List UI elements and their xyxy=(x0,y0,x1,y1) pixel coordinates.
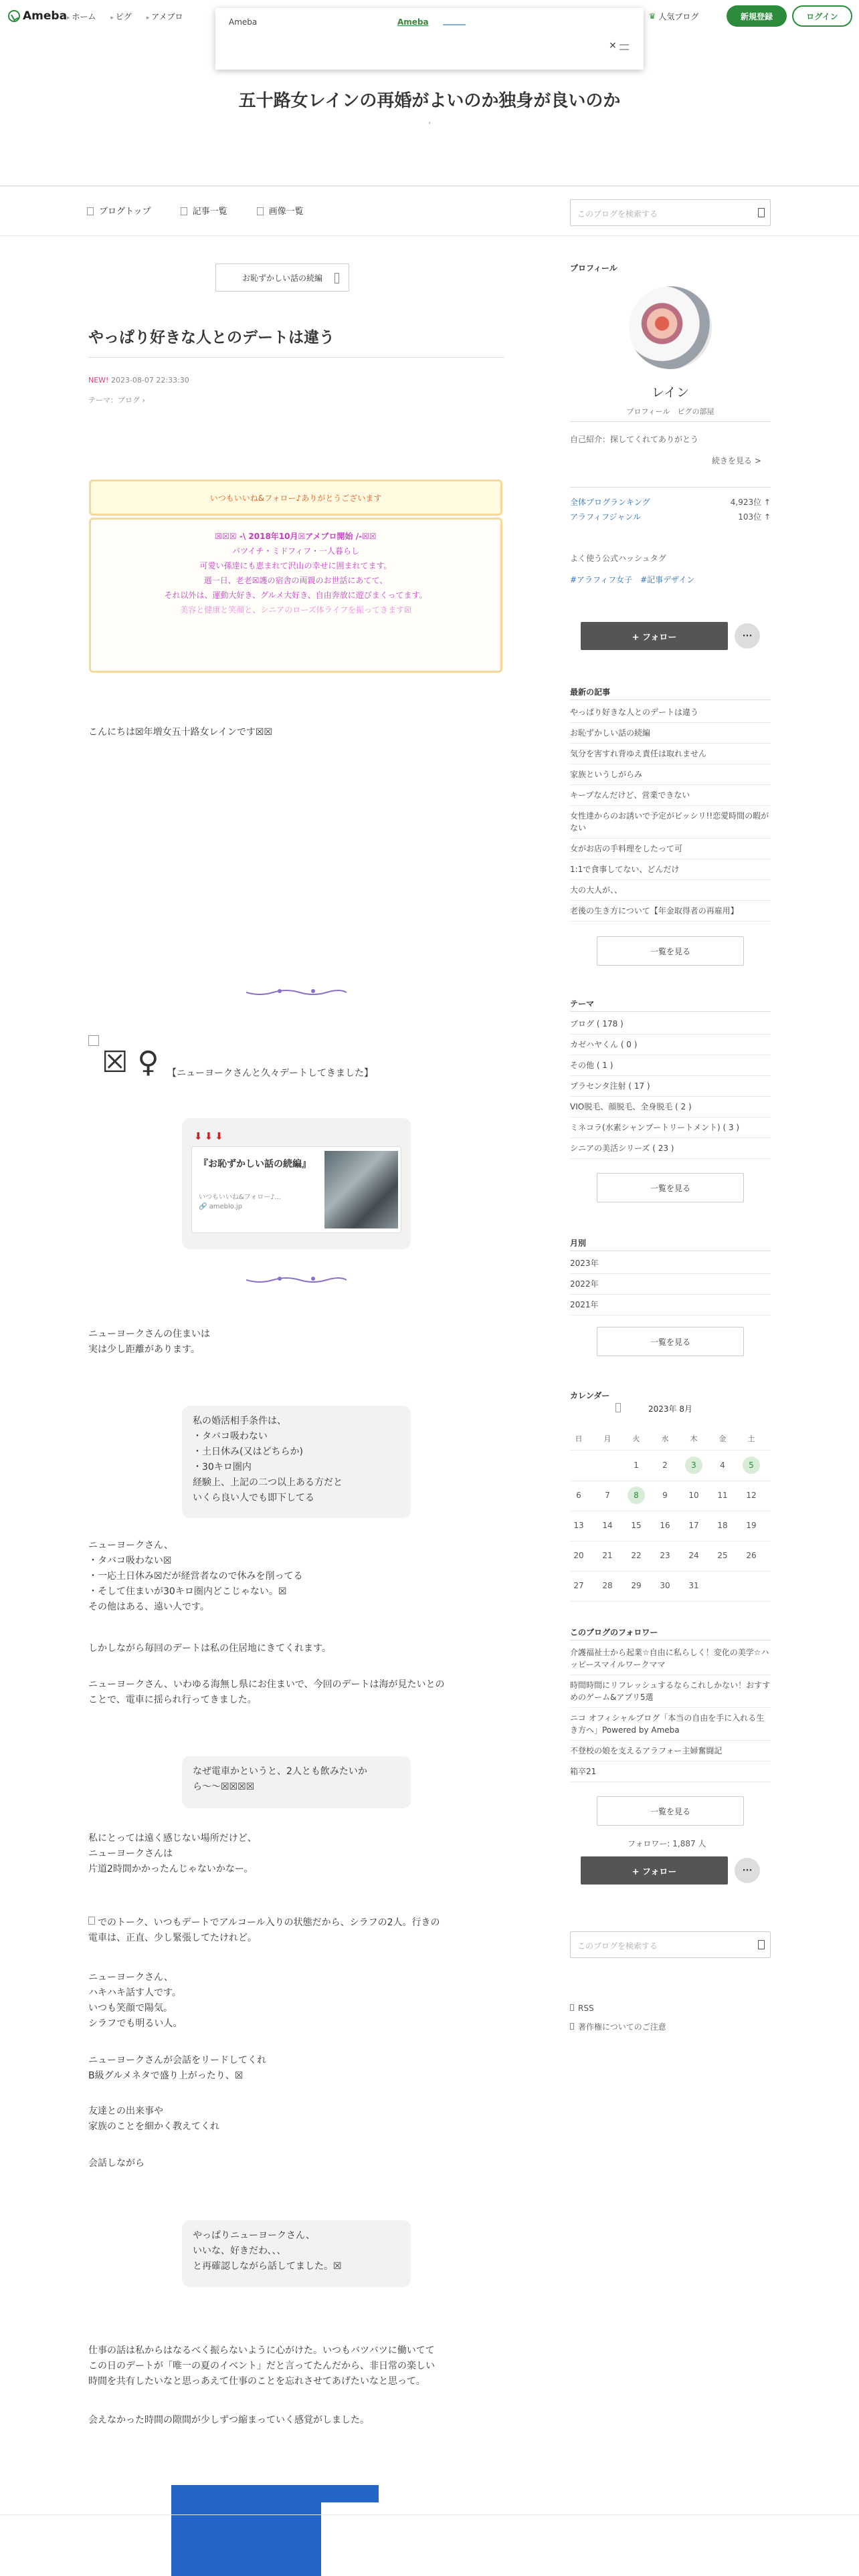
nav-entry-list[interactable] xyxy=(181,204,227,217)
ranking-label: 人気ブログ xyxy=(658,11,699,21)
arrow-icons: ⬇⬇⬇ xyxy=(194,1130,225,1142)
global-nav xyxy=(67,11,183,22)
calendar-day: 27 xyxy=(573,1581,584,1590)
rank-overall[interactable] xyxy=(570,496,771,508)
link-card-thumbnail xyxy=(324,1151,398,1228)
photo-detail xyxy=(314,2502,379,2576)
theme-item[interactable]: シニアの美活シリーズ ( 23 ) xyxy=(570,1138,771,1159)
profile-heading: プロフィール xyxy=(570,263,617,273)
intro-line: 週一日、老老☒護の宿舎の両親のお世話にあてて、 xyxy=(203,576,388,585)
recent-item[interactable]: 大の大人が、、 xyxy=(570,880,771,901)
paragraph xyxy=(88,1327,210,1358)
wave-divider xyxy=(246,1275,347,1284)
home-icon xyxy=(87,207,94,215)
text-line: ニューヨークさん、いわゆる海無し県にお住まいで、今回のデートは海が見たいとの xyxy=(88,1679,445,1690)
intro-line: それ以外は、運動大好き、グルメ大好き、自由奔放に遊びまくってます。 xyxy=(164,591,427,600)
follower-item[interactable]: 時間時間にリフレッシュするならこれしかない！おすすめのゲーム&アプリ5選 xyxy=(570,1675,771,1708)
calendar-caption: 2023年 8月 xyxy=(648,1404,692,1414)
hashtag-link[interactable]: #アラフィフ女子 xyxy=(570,575,633,584)
calendar-day[interactable]: 3 xyxy=(685,1457,702,1474)
image-icon xyxy=(257,207,264,215)
text-line: いいな、好きだわ、、、 xyxy=(193,2246,286,2256)
theme-link[interactable]: ブログ xyxy=(118,396,140,405)
crown-icon: ♛ xyxy=(648,11,656,21)
paragraph: 会えなかった時間の隙間が少しずつ縮まっていく感覚がしました。 xyxy=(88,2415,369,2426)
text-line: 電車は、正直、少し緊張してたけれど。 xyxy=(88,1933,257,1943)
recent-item[interactable]: 家族というしがらみ xyxy=(570,764,771,785)
theme-item[interactable]: その他 ( 1 ) xyxy=(570,1055,771,1076)
text-line: B級グルメネタで盛り上がったり、☒ xyxy=(88,2070,244,2081)
text-line: ニューヨークさん、 xyxy=(88,1972,173,1983)
more-button[interactable]: ··· xyxy=(735,1858,760,1883)
intro-line: バツイチ・ミドフィフ・一人暮らし xyxy=(231,546,360,556)
text-line: ・一応土日休み☒だが経営者なので休みを削ってる xyxy=(88,1571,303,1582)
theme-heading: テーマ xyxy=(570,999,595,1008)
close-icon[interactable]: × xyxy=(609,40,617,51)
rss-icon xyxy=(570,2004,574,2011)
paragraph xyxy=(88,2104,219,2135)
nav-image-list-label: 画像一覧 xyxy=(268,207,304,217)
theme-label: テーマ： xyxy=(88,396,118,405)
calendar-day: 2 xyxy=(662,1461,668,1470)
blog-nav xyxy=(87,204,304,217)
recent-item[interactable]: お恥ずかしい話の続編 xyxy=(570,723,771,744)
text-line: ニューヨークさんは xyxy=(88,1848,173,1859)
calendar-day: 16 xyxy=(660,1521,670,1530)
avatar[interactable] xyxy=(629,286,712,369)
sidebar-search-input[interactable] xyxy=(570,1931,771,1958)
speech-balloon xyxy=(182,1406,411,1518)
nav-home[interactable]: ▸ ホーム xyxy=(67,11,96,22)
speech-balloon xyxy=(182,2220,411,2287)
ameba-popup xyxy=(215,8,644,70)
calendar-day: 20 xyxy=(573,1551,584,1560)
popup-underline xyxy=(443,24,466,25)
paragraph: しかしながら毎回のデートは私の住居地にきてくれます。 xyxy=(88,1643,331,1654)
search-placeholder: このブログを検索する xyxy=(577,1941,658,1951)
calendar-day: 24 xyxy=(688,1551,699,1560)
paragraph xyxy=(88,1538,303,1615)
broken-image-icon xyxy=(88,1917,95,1925)
theme-item[interactable]: VIO脱毛、顔脱毛、全身脱毛 ( 2 ) xyxy=(570,1097,771,1117)
calendar-day: 30 xyxy=(660,1581,670,1590)
popup-link[interactable]: Ameba xyxy=(397,17,429,27)
speech-balloon xyxy=(182,1756,411,1808)
divider xyxy=(0,185,859,187)
recent-item[interactable]: 女性達からのお誘いで予定がビッシリ!!恋愛時間の暇がない xyxy=(570,806,771,839)
link-card-site xyxy=(199,1203,242,1210)
month-see-all-button[interactable]: 一覧を見る xyxy=(597,1327,744,1356)
calendar-day: 10 xyxy=(688,1491,699,1500)
profile-intro: 自己紹介：探してくれてありがとう xyxy=(570,435,699,444)
nav-blog-top-label: ブログトップ xyxy=(99,207,151,217)
paragraph: 会話しながら xyxy=(88,2158,145,2169)
hashtag-heading: よく使う公式ハッシュタグ xyxy=(570,554,666,563)
recent-item[interactable]: 気分を害すれ背ゆえ責任は取れません xyxy=(570,744,771,764)
follower-item[interactable]: 介護福祉士から起業☆自由に私らしく！変化の美学☆ハッピースマイルワークママ xyxy=(570,1642,771,1675)
popup-title: Ameba xyxy=(229,17,258,27)
rank-label: 全体ブログランキング xyxy=(570,498,650,507)
text-line: ハキハキ話す人です。 xyxy=(88,1988,181,1998)
text-line: ・そして住まいが30キロ圏内どこじゃない。☒ xyxy=(88,1586,287,1597)
text-line: 片道2時間かかったんじゃないかなー。 xyxy=(88,1864,254,1874)
paragraph xyxy=(88,2053,266,2084)
ranking-link[interactable] xyxy=(644,5,704,27)
paragraph xyxy=(88,1970,182,2032)
calendar-day: 11 xyxy=(717,1491,728,1500)
copyright-icon xyxy=(570,2023,574,2030)
calendar-day: 26 xyxy=(746,1551,757,1560)
nav-pigg[interactable]: ▸ ピグ xyxy=(110,11,131,22)
rank-value: 103位 ↑ xyxy=(738,512,771,522)
recent-heading: 最新の記事 xyxy=(570,687,611,697)
blog-search-input[interactable] xyxy=(570,199,771,226)
calendar-day: 23 xyxy=(660,1551,670,1560)
calendar-day: 1 xyxy=(634,1461,639,1470)
divider xyxy=(570,487,771,488)
text-line: ・タバコ吸わない xyxy=(193,1431,268,1442)
nav-ameblo[interactable]: ▸ アメブロ xyxy=(147,11,183,22)
ameba-logo-icon xyxy=(8,10,20,22)
article-theme: テーマ：ブログ › xyxy=(88,396,145,405)
text-line: でのトーク、いつもデートでアルコール入りの状態だから、シラフの2人。行きの xyxy=(98,1917,440,1928)
rank-value: 4,923位 ↑ xyxy=(730,498,771,507)
signup-button[interactable]: 新規登録 xyxy=(727,5,787,27)
paragraph xyxy=(88,2343,435,2389)
intro-line: ☒☒☒ -\ 2018年10月☒アメブロ開始 /-☒☒ xyxy=(215,532,377,541)
rank-genre[interactable] xyxy=(570,511,771,522)
follow-button[interactable]: + フォロー xyxy=(581,622,728,650)
text-line: なぜ電車かというと、2人とも飲みたいか xyxy=(193,1766,367,1777)
text-line: シラフでも明るい人。 xyxy=(88,2018,183,2029)
blog-subtitle: ' xyxy=(428,120,431,130)
text-line: 時間を共有したいなと思っあえて仕事のことを忘れさせてあげたいなと思って。 xyxy=(88,2376,425,2387)
logo-text: Ameba xyxy=(23,9,68,23)
month-item[interactable]: 2023年 xyxy=(570,1253,771,1274)
calendar-day[interactable]: 8 xyxy=(628,1487,645,1504)
paragraph xyxy=(88,1915,440,1946)
link-card[interactable] xyxy=(182,1118,411,1249)
text-line: いつも笑顔で陽気。 xyxy=(88,2003,173,2014)
theme-item[interactable]: ブログ ( 178 ) xyxy=(570,1014,771,1035)
calendar-day: 17 xyxy=(688,1521,699,1530)
month-list xyxy=(570,1253,771,1315)
intro-box xyxy=(89,518,502,673)
text-line: ・土日休み(又はどちらか) xyxy=(193,1446,303,1457)
ameba-logo[interactable] xyxy=(8,8,67,24)
rss-link[interactable] xyxy=(570,2004,594,2013)
symbol-text: ☒ ♀ xyxy=(102,1045,159,1079)
calendar-day: 18 xyxy=(717,1521,728,1530)
article-date xyxy=(88,376,189,385)
hashtag-link[interactable]: #記事デザイン xyxy=(640,575,695,584)
follower-see-all-button[interactable]: 一覧を見る xyxy=(597,1796,744,1826)
search-placeholder: このブログを検索する xyxy=(577,209,658,219)
calendar-heading: カレンダー xyxy=(570,1391,610,1400)
theme-item[interactable]: プラセンタ注射 ( 17 ) xyxy=(570,1076,771,1097)
hashtag-list xyxy=(570,574,694,585)
divider xyxy=(570,1601,771,1602)
recent-item[interactable]: 老後の生き方について【年金取得者の再雇用】 xyxy=(570,901,771,922)
text-line: やっぱりニューヨークさん、 xyxy=(193,2230,315,2241)
text-line: ニューヨークさんが会話をリードしてくれ xyxy=(88,2055,266,2066)
text-line: ことで、電車に揺られ行ってきました。 xyxy=(88,1695,257,1705)
text-line: ニューヨークさん、 xyxy=(88,1540,173,1551)
theme-list xyxy=(570,1014,771,1159)
text-line: 友達との出来事や xyxy=(88,2106,163,2117)
text-line: その他はある、遠い人です。 xyxy=(88,1602,209,1612)
text-line: ・タバコ吸わない☒ xyxy=(88,1555,172,1566)
more-button[interactable]: ··· xyxy=(735,623,760,649)
follower-count: フォロワー: 1,887 人 xyxy=(628,1839,706,1848)
intro-line: 可愛い孫達にも恵まれて沢山の幸せに囲まれてます。 xyxy=(199,561,392,570)
recent-list xyxy=(570,702,771,922)
text-line: いくら良い人でも即下してる xyxy=(193,1493,314,1503)
calendar-day: 29 xyxy=(631,1581,642,1590)
copyright-link[interactable] xyxy=(570,2021,666,2032)
text-line: 仕事の話は私からはなるべく振らないように心がけた。いつもバツバツに働いてて xyxy=(88,2345,435,2356)
calendar-day: 21 xyxy=(602,1551,613,1560)
profile-name[interactable]: レイン xyxy=(651,385,690,400)
theme-item[interactable]: ミネコラ(水素シャンプートリートメント) ( 3 ) xyxy=(570,1117,771,1138)
divider xyxy=(0,2514,859,2515)
text-line: ・30キロ圏内 xyxy=(193,1462,252,1473)
intro-line: 美容と健康と笑顔と、シニアのローズ体ライフを振ってきます☒ xyxy=(180,605,411,615)
paragraph xyxy=(88,1831,257,1877)
recent-item[interactable]: キープなんだけど、営業できない xyxy=(570,785,771,806)
calendar-day: 15 xyxy=(631,1521,642,1530)
calendar-day: 6 xyxy=(576,1491,581,1500)
article-title[interactable]: やっぱり好きな人とのデートは違う xyxy=(88,329,335,346)
site-text: ameblo.jp xyxy=(209,1203,243,1210)
recent-see-all-button[interactable]: 一覧を見る xyxy=(597,936,744,966)
calendar-weekday: 土 xyxy=(747,1434,755,1443)
divider xyxy=(570,1571,771,1572)
theme-see-all-button[interactable]: 一覧を見る xyxy=(597,1173,744,1202)
month-heading: 月別 xyxy=(570,1239,587,1248)
text-line: 実は少し距離があります。 xyxy=(88,1344,200,1355)
divider xyxy=(570,1450,771,1451)
link-card-title: 『お恥ずかしい話の続編』 xyxy=(199,1159,311,1170)
calendar-day: 7 xyxy=(605,1491,610,1500)
list-icon xyxy=(181,207,187,215)
text-line: この日のデートが「唯一の夏のイベント」だと言ってたんだから、非日常の楽しい xyxy=(88,2361,435,2371)
date-text: 2023-08-07 22:33:30 xyxy=(110,376,189,385)
text-line: 私にとっては遠く感じない場所だけど、 xyxy=(88,1833,257,1844)
calendar-weekday: 月 xyxy=(603,1434,611,1443)
link-icon: 🔗 xyxy=(199,1203,209,1210)
rank-label: アラフィフジャンル xyxy=(570,512,642,522)
copyright-label: 著作権についてのご注意 xyxy=(578,2022,666,2032)
calendar-day: 28 xyxy=(602,1581,613,1590)
paragraph xyxy=(88,1677,445,1708)
follower-list xyxy=(570,1642,771,1782)
text-line: ら〜〜☒☒☒☒ xyxy=(193,1782,255,1792)
calendar-day: 4 xyxy=(720,1461,725,1470)
text-line: と再確認しながら話してました。☒ xyxy=(193,2261,342,2272)
nav-image-list[interactable] xyxy=(257,204,304,217)
intro-more-link[interactable]: 続きを見る > xyxy=(712,456,761,465)
calendar-weekday: 水 xyxy=(661,1434,669,1443)
follower-item[interactable]: 箱卒21 xyxy=(570,1761,771,1782)
divider xyxy=(88,357,504,358)
divider xyxy=(570,1011,771,1012)
follow-button[interactable]: + フォロー xyxy=(581,1856,728,1885)
article-photo xyxy=(171,2485,379,2576)
login-button[interactable]: ログイン xyxy=(792,5,852,27)
calendar-day: 13 xyxy=(573,1521,584,1530)
nav-blog-top[interactable] xyxy=(87,204,151,217)
recent-item[interactable]: 1:1で食事してない、どんだけ xyxy=(570,859,771,880)
nav-entry-list-label: 記事一覧 xyxy=(192,207,227,217)
divider xyxy=(0,235,859,236)
followers-heading: このブログのフォロワー xyxy=(570,1628,658,1637)
recent-item[interactable]: やっぱり好きな人とのデートは違う xyxy=(570,702,771,723)
divider xyxy=(570,421,771,422)
calendar-day: 31 xyxy=(688,1581,699,1590)
new-badge: NEW! xyxy=(88,376,109,385)
calendar-day: 14 xyxy=(602,1521,613,1530)
theme-item[interactable]: カゼハヤくん ( 0 ) xyxy=(570,1035,771,1055)
month-item[interactable]: 2021年 xyxy=(570,1295,771,1315)
calendar-day: 22 xyxy=(631,1551,642,1560)
calendar-weekday: 金 xyxy=(719,1434,727,1443)
heading-line: 【ニューヨークさんと久々デートしてきました】 xyxy=(167,1068,373,1079)
calendar-day: 25 xyxy=(717,1551,728,1560)
calendar-day: 19 xyxy=(746,1521,757,1530)
menu-icon[interactable] xyxy=(619,44,629,50)
blog-title[interactable]: 五十路女レインの再婚がよいのか独身が良いのか xyxy=(238,91,621,111)
calendar-day: 9 xyxy=(662,1491,668,1500)
calendar-weekday: 火 xyxy=(632,1434,640,1443)
text-line: 私の婚活相手条件は、 xyxy=(193,1416,286,1426)
calendar-weekday: 木 xyxy=(690,1434,698,1443)
theme-button[interactable]: お恥ずかしい話の続編 xyxy=(215,263,349,292)
calendar-day[interactable]: 5 xyxy=(743,1457,760,1474)
search-icon[interactable] xyxy=(758,208,765,217)
search-icon[interactable] xyxy=(758,1940,765,1949)
greeting-text: こんにちは☒年増女五十路女レインです☒☒ xyxy=(88,727,272,738)
calendar-weekday: 日 xyxy=(575,1434,583,1443)
text-line: 家族のことを細かく教えてくれ xyxy=(88,2121,219,2132)
rss-label: RSS xyxy=(578,2004,594,2013)
calendar-day: 12 xyxy=(746,1491,757,1500)
text-line: 経験上、上記の二つ以上ある方だと xyxy=(193,1477,343,1488)
text-line: ニューヨークさんの住まいは xyxy=(88,1329,210,1339)
month-item[interactable]: 2022年 xyxy=(570,1274,771,1295)
follower-item[interactable]: ニコ オフィシャルブログ「本当の自由を手に入れる生き方へ」Powered by Ameba xyxy=(570,1708,771,1741)
recent-item[interactable]: 女がお店の手料理をしたって可 xyxy=(570,839,771,859)
follower-item[interactable]: 不登校の娘を支えるアラフォー主婦奮闘記 xyxy=(570,1741,771,1761)
thanks-box: いつもいいね&フォロー♪ありがとうございます xyxy=(89,479,502,516)
link-card-inner[interactable] xyxy=(191,1146,401,1233)
wave-divider xyxy=(246,987,347,996)
link-card-desc: いつもいいね&フォロー♪... xyxy=(199,1194,282,1201)
profile-links[interactable]: プロフィール ピグの部屋 xyxy=(626,407,714,416)
broken-image-icon xyxy=(88,1035,99,1046)
